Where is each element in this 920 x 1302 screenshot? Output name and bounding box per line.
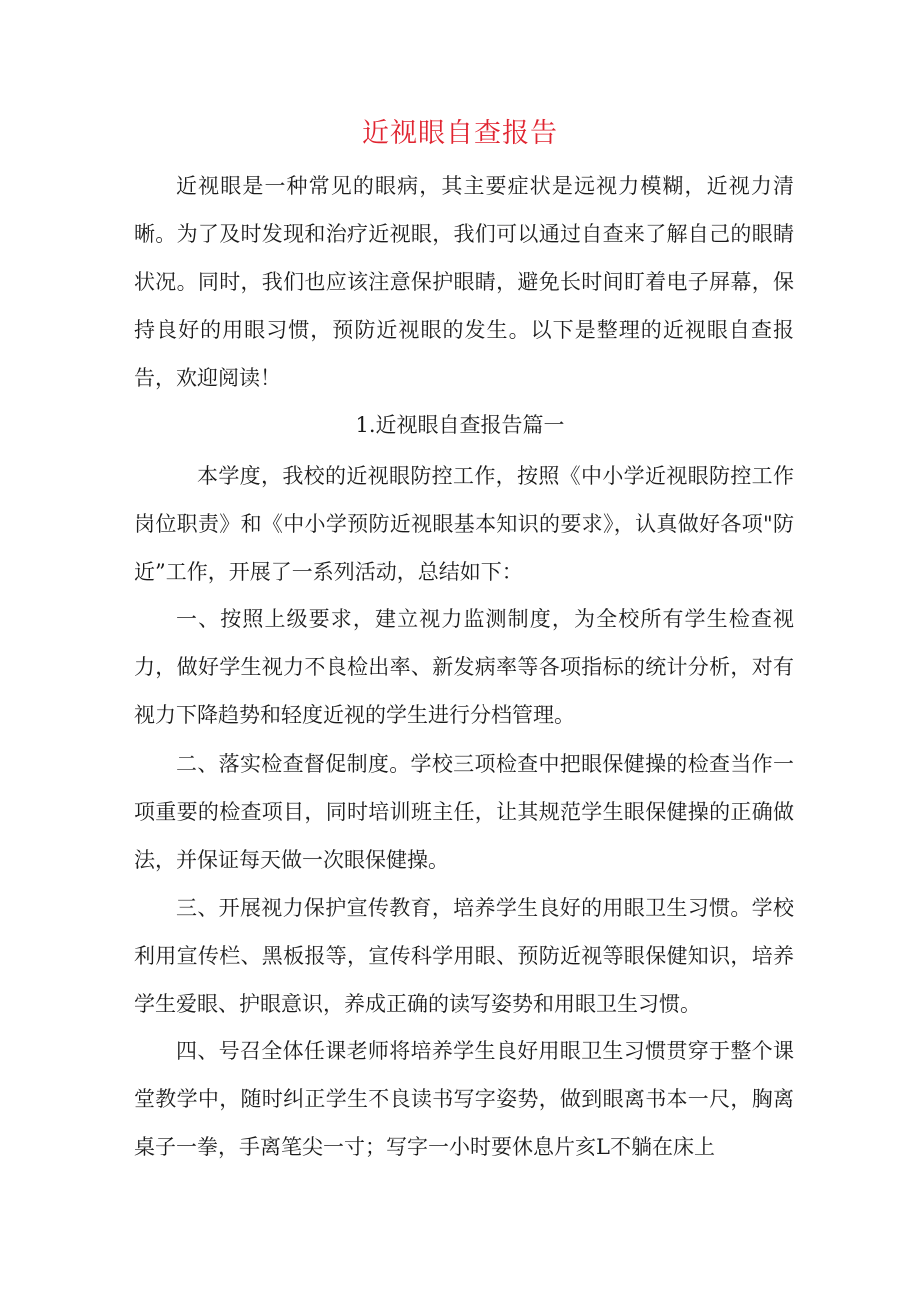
paragraph-summary: 本学度，我校的近视眼防控工作，按照《中小学近视眼防控工作岗位职责》和《中小学预防近视眼基本知识的要求》，认真做好各项"防近”工作，开展了一系列活动，总结如下： xyxy=(134,464,794,584)
paragraph-item-1: 一、按照上级要求，建立视力监测制度，为全校所有学生检查视力，做好学生视力不良检出率、新发病率等各项指标的统计分析，对有视力下降趋势和轻度近视的学生进行分档管理。 xyxy=(134,607,794,727)
paragraph-item-2: 二、落实检查督促制度。学校三项检查中把眼保健操的检查当作一项重要的检查项目，同时培训班主任，让其规范学生眼保健操的正确做法，并保证每天做一次眼保健操。 xyxy=(134,752,794,872)
intro-paragraph: 近视眼是一种常见的眼病，其主要症状是远视力模糊，近视力清晰。为了及时发现和治疗近视眼，我们可以通过自查来了解自己的眼睛状况。同时，我们也应该注意保护眼睛，避免长时间盯着电子屏幕，保持良好的用眼习惯，预防近视眼的发生。以下是整理的近视眼自查报告，欢迎阅读！ xyxy=(134,174,794,390)
section-heading: 1.近视眼自查报告篇一 xyxy=(355,413,565,437)
paragraph-item-3: 三、开展视力保护宣传教育，培养学生良好的用眼卫生习惯。学校利用宣传栏、黑板报等，宣传科学用眼、预防近视等眼保健知识，培养学生爱眼、护眼意识，养成正确的读写姿势和用眼卫生习惯。 xyxy=(134,896,794,1016)
page-title: 近视眼自查报告 xyxy=(362,118,558,149)
paragraph-item-4: 四、号召全体任课老师将培养学生良好用眼卫生习惯贯穿于整个课堂教学中，随时纠正学生不良读书写字姿势，做到眼离书本一尺，胸离桌子一拳，手离笔尖一寸；写字一小时要休息片亥L不躺在床上 xyxy=(134,1039,794,1159)
